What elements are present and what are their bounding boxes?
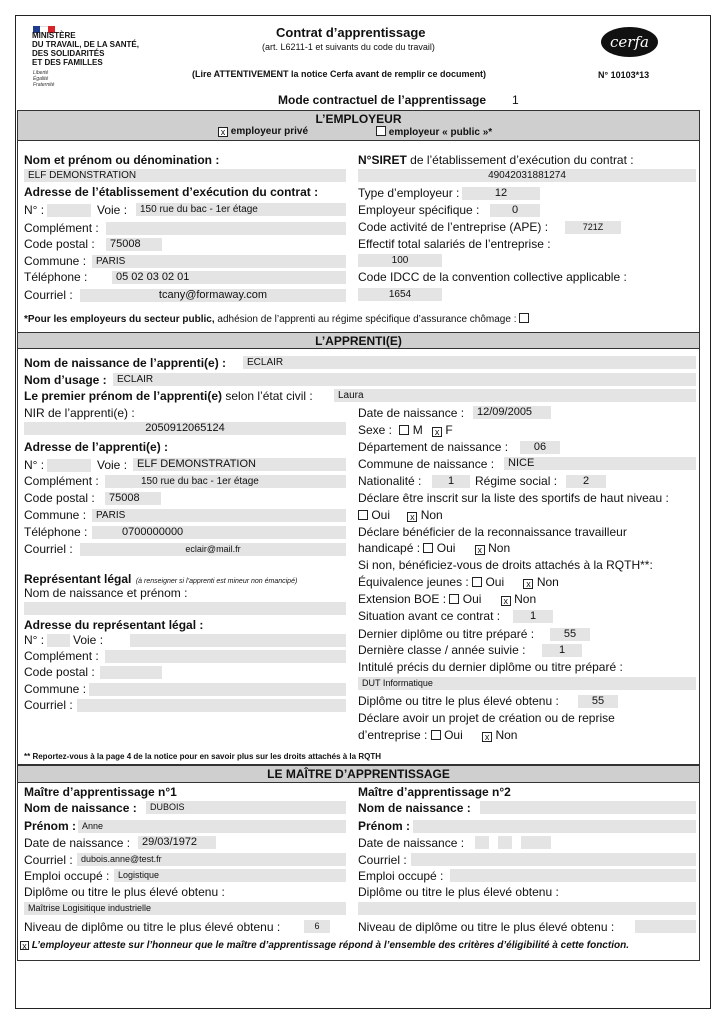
master2-dob-day-field[interactable] <box>475 836 489 849</box>
public-checkbox[interactable] <box>376 126 386 136</box>
master2-niveau-label: Niveau de diplôme ou titre le plus élevé obtenu : <box>358 920 615 934</box>
master1-emploi-field[interactable]: Logistique <box>114 869 346 882</box>
boe-oui-checkbox[interactable] <box>449 594 459 604</box>
employer-voie-label: Voie : <box>97 203 128 217</box>
master1-prenom-field[interactable]: Anne <box>78 820 346 833</box>
master2-dob-label: Date de naissance : <box>358 836 465 850</box>
equiv-oui-checkbox[interactable] <box>472 577 482 587</box>
master2-emploi-label: Emploi occupé : <box>358 869 444 883</box>
mode-contractuel-label: Mode contractuel de l’apprentissage <box>278 93 487 107</box>
employer-commune-label: Commune : <box>24 254 87 268</box>
master1-diplome-label: Diplôme ou titre le plus élevé obtenu : <box>24 885 225 899</box>
master1-diplome-field[interactable]: Maîtrise Logisitique industrielle <box>24 902 346 915</box>
master1-dob-label: Date de naissance : <box>24 836 131 850</box>
master2-diplome-label: Diplôme ou titre le plus élevé obtenu : <box>358 885 559 899</box>
boe-non-checkbox[interactable]: x <box>501 596 511 606</box>
form-notice: (Lire ATTENTIVEMENT la notice Cerfa avant de remplir ce document) <box>192 69 487 79</box>
regime-field[interactable]: 2 <box>566 475 606 488</box>
siret-label: N°SIRET de l’établissement d’exécution du contrat : <box>358 153 634 167</box>
chomage-checkbox[interactable] <box>519 313 529 323</box>
apprentice-num-label: N° : <box>24 458 45 472</box>
master2-emploi-field[interactable] <box>450 869 696 882</box>
employer-section-title: L’EMPLOYEUR <box>315 112 402 126</box>
nationalite-label: Nationalité : <box>358 474 422 488</box>
apprentice-commune-field[interactable]: PARIS <box>92 509 346 522</box>
projet-non-checkbox[interactable]: x <box>482 732 492 742</box>
apprentice-complement-label: Complément : <box>24 474 99 488</box>
siret-field[interactable]: 49042031881274 <box>358 169 696 182</box>
master1-dob-field[interactable]: 29/03/1972 <box>138 836 216 849</box>
nir-label: NIR de l’apprenti(e) : <box>24 406 135 420</box>
form-subtitle: (art. L6211-1 et suivants du code du travail) <box>262 42 435 52</box>
rep-name-label: Nom de naissance et prénom : <box>24 586 188 600</box>
dob-field[interactable]: 12/09/2005 <box>473 406 551 419</box>
employer-cp-field[interactable]: 75008 <box>106 238 162 251</box>
intitule-label: Intitulé précis du dernier diplôme ou titre préparé : <box>358 660 623 674</box>
rqth-row: handicapé : Oui x Non <box>358 541 511 555</box>
master2-dob-month-field[interactable] <box>498 836 512 849</box>
mode-contractuel-value: 1 <box>512 93 519 107</box>
attestation-text: L’employeur atteste sur l’honneur que le maître d’apprentissage répond à l’ensemble des critères d’éligibilité à cette fonction. <box>31 940 629 951</box>
master1-nom-field[interactable]: DUBOIS <box>146 801 346 814</box>
employer-specifique-field[interactable]: 0 <box>490 204 540 217</box>
employer-cp-label: Code postal : <box>24 237 95 251</box>
ape-label: Code activité de l’entreprise (APE) : <box>358 220 549 234</box>
cerfa-number: N° 10103*13 <box>598 70 650 80</box>
apprentice-voie-field[interactable]: ELF DEMONSTRATION <box>133 458 346 471</box>
intitule-field[interactable]: DUT Informatique <box>358 677 696 690</box>
prive-label: employeur privé <box>230 126 309 137</box>
public-note: *Pour les employeurs du secteur public, adhésion de l’apprenti au régime spécifique d’assurance chômage : <box>24 313 529 325</box>
employer-type-prive[interactable] <box>218 126 308 137</box>
apprentice-voie-label: Voie : <box>97 458 128 472</box>
employer-type-field[interactable]: 12 <box>462 187 540 200</box>
apprentice-tel-field[interactable]: 0700000000 <box>92 526 346 539</box>
employer-specifique-label: Employeur spécifique : <box>358 203 480 217</box>
employer-complement-label: Complément : <box>24 221 99 235</box>
apprentice-tel-label: Téléphone : <box>24 525 88 539</box>
master1-courriel-label: Courriel : <box>24 853 73 867</box>
employer-courriel-field[interactable]: tcany@formaway.com <box>80 289 346 302</box>
rep-num-field[interactable] <box>47 634 70 647</box>
master2-courriel-label: Courriel : <box>358 853 407 867</box>
plus-eleve-field[interactable]: 55 <box>578 695 618 708</box>
rep-complement-label: Complément : <box>24 649 99 663</box>
ape-field[interactable]: 721Z <box>565 221 621 234</box>
employer-num-field[interactable] <box>47 204 91 217</box>
rep-commune-field[interactable] <box>89 683 346 696</box>
attestation-checkbox[interactable]: x <box>20 941 29 950</box>
boe-row: Extension BOE : Oui x Non <box>358 592 537 606</box>
situation-label: Situation avant ce contrat : <box>358 609 501 623</box>
dob-label: Date de naissance : <box>358 406 465 420</box>
sportif-label: Déclare être inscrit sur la liste des sportifs de haut niveau : <box>358 491 669 505</box>
master2-courriel-field[interactable] <box>411 853 696 866</box>
employer-address-label: Adresse de l’établissement d’exécution du contrat : <box>24 185 319 199</box>
apprentice-courriel-field[interactable]: eclair@mail.fr <box>80 543 346 556</box>
employer-tel-field[interactable]: 05 02 03 02 01 <box>112 271 346 284</box>
rep-voie-label: Voie : <box>73 633 104 647</box>
master1-niveau-label: Niveau de diplôme ou titre le plus élevé obtenu : <box>24 920 281 934</box>
rep-cp-field[interactable] <box>100 666 162 679</box>
rep-address-label: Adresse du représentant légal : <box>24 618 204 632</box>
republic-motto: Liberté Égalité Fraternité <box>33 70 55 88</box>
rep-cp-label: Code postal : <box>24 665 95 679</box>
employer-name-label: Nom et prénom ou dénomination : <box>24 153 220 167</box>
dept-naissance-field[interactable]: 06 <box>520 441 560 454</box>
apprentice-usage-label: Nom d’usage : <box>24 373 107 387</box>
apprentice-num-field[interactable] <box>47 459 91 472</box>
sportif-oui-checkbox[interactable] <box>358 510 368 520</box>
nir-field[interactable]: 2050912065124 <box>24 422 346 435</box>
master1-prenom-label: Prénom : <box>24 819 77 833</box>
apprentice-section-header: L’APPRENTI(E) <box>17 332 700 349</box>
idcc-field[interactable]: 1654 <box>358 288 442 301</box>
commune-naissance-label: Commune de naissance : <box>358 457 495 471</box>
droits-rqth-label: Si non, bénéficiez-vous de droits attachés à la RQTH**: <box>358 558 653 572</box>
equivalence-row: Équivalence jeunes : Oui x Non <box>358 575 559 589</box>
rep-name-field[interactable] <box>24 602 346 615</box>
rep-courriel-field[interactable] <box>77 699 346 712</box>
apprentice-cp-label: Code postal : <box>24 491 95 505</box>
rqth-non-checkbox[interactable]: x <box>475 545 485 555</box>
regime-label: Régime social : <box>475 474 558 488</box>
master1-title: Maître d’apprentissage n°1 <box>24 785 177 799</box>
sexe-f-checkbox[interactable]: x <box>432 427 442 437</box>
prive-checkbox[interactable]: x <box>218 127 228 137</box>
derniere-classe-label: Dernière classe / année suivie : <box>358 643 526 657</box>
apprentice-birthname-label: Nom de naissance de l’apprenti(e) : <box>24 356 227 370</box>
projet-oui-checkbox[interactable] <box>431 730 441 740</box>
dernier-diplome-field[interactable]: 55 <box>550 628 590 641</box>
sportif-options: Oui x Non <box>358 508 443 522</box>
master1-emploi-label: Emploi occupé : <box>24 869 110 883</box>
employer-voie-field[interactable]: 150 rue du bac - 1er étage <box>136 203 346 216</box>
master1-niveau-field[interactable]: 6 <box>304 920 330 933</box>
employer-name-field[interactable]: ELF DEMONSTRATION <box>24 169 346 182</box>
apprentice-firstname-label: Le premier prénom de l’apprenti(e) selon l’état civil : <box>24 389 313 403</box>
derniere-classe-field[interactable]: 1 <box>542 644 582 657</box>
master2-niveau-field[interactable] <box>635 920 696 933</box>
cerfa-logo: cerfa <box>601 27 658 57</box>
projet-row: d’entreprise : Oui x Non <box>358 728 518 742</box>
master2-prenom-label: Prénom : <box>358 819 411 833</box>
effectif-label: Effectif total salariés de l’entreprise : <box>358 237 551 251</box>
apprentice-courriel-label: Courriel : <box>24 542 73 556</box>
master2-title: Maître d’apprentissage n°2 <box>358 785 511 799</box>
employer-commune-field[interactable]: PARIS <box>92 255 346 268</box>
sexe-row: Sexe : M x F <box>358 423 453 437</box>
effectif-field[interactable]: 100 <box>358 254 442 267</box>
nationalite-field[interactable]: 1 <box>432 475 470 488</box>
situation-field[interactable]: 1 <box>513 610 553 623</box>
public-label: employeur « public »* <box>388 127 493 138</box>
apprentice-firstname-field[interactable]: Laura <box>334 389 696 402</box>
apprentice-usage-field[interactable]: ECLAIR <box>113 373 696 386</box>
rep-voie-field[interactable] <box>130 634 346 647</box>
employer-section-header <box>17 110 700 141</box>
employer-tel-label: Téléphone : <box>24 270 88 284</box>
legal-rep-heading: Représentant légal (à renseigner si l’apprenti est mineur non émancipé) <box>24 572 298 586</box>
master2-nom-label: Nom de naissance : <box>358 801 471 815</box>
employer-num-label: N° : <box>24 203 45 217</box>
plus-eleve-label: Diplôme ou titre le plus élevé obtenu : <box>358 694 559 708</box>
idcc-label: Code IDCC de la convention collective applicable : <box>358 270 627 284</box>
master1-nom-label: Nom de naissance : <box>24 801 137 815</box>
dernier-diplome-label: Dernier diplôme ou titre préparé : <box>358 627 535 641</box>
rqth-label-line1: Déclare bénéficier de la reconnaissance travailleur <box>358 525 627 539</box>
master1-courriel-field[interactable]: dubois.anne@test.fr <box>77 853 346 866</box>
rqth-footnote: ** Reportez-vous à la page 4 de la notice pour en savoir plus sur les droits attachés à la RQTH <box>24 752 381 761</box>
apprentice-cp-field[interactable]: 75008 <box>105 492 161 505</box>
master2-diplome-field[interactable] <box>358 902 696 915</box>
rep-commune-label: Commune : <box>24 682 87 696</box>
employer-type-label: Type d’employeur : <box>358 186 460 200</box>
french-flag-icon <box>33 20 55 27</box>
projet-label-line1: Déclare avoir un projet de création ou de reprise <box>358 711 615 725</box>
dept-naissance-label: Département de naissance : <box>358 440 509 454</box>
rep-num-label: N° : <box>24 633 45 647</box>
apprentice-address-label: Adresse de l’apprenti(e) : <box>24 440 169 454</box>
form-title: Contrat d’apprentissage <box>276 25 426 40</box>
rep-courriel-label: Courriel : <box>24 698 73 712</box>
ministry-logo-text: MINISTÈRE DU TRAVAIL, DE LA SANTÉ, DES SOLIDARITÉS ET DES FAMILLES <box>32 31 139 67</box>
equiv-non-checkbox[interactable]: x <box>523 579 533 589</box>
master-section-header: LE MAÎTRE D’APPRENTISSAGE <box>17 765 700 783</box>
apprentice-complement-field[interactable]: 150 rue du bac - 1er étage <box>105 475 346 488</box>
employer-courriel-label: Courriel : <box>24 288 73 302</box>
rqth-oui-checkbox[interactable] <box>423 543 433 553</box>
rep-complement-field[interactable] <box>105 650 346 663</box>
sexe-m-checkbox[interactable] <box>399 425 409 435</box>
sportif-non-checkbox[interactable]: x <box>407 512 417 522</box>
master2-nom-field[interactable] <box>480 801 696 814</box>
employer-complement-field[interactable] <box>106 222 346 235</box>
attestation-row <box>20 940 629 951</box>
master2-dob-year-field[interactable] <box>521 836 551 849</box>
apprentice-commune-label: Commune : <box>24 508 87 522</box>
commune-naissance-field[interactable]: NICE <box>504 457 696 470</box>
master2-prenom-field[interactable] <box>413 820 696 833</box>
employer-type-public[interactable] <box>376 126 492 138</box>
apprentice-birthname-field[interactable]: ECLAIR <box>243 356 696 369</box>
